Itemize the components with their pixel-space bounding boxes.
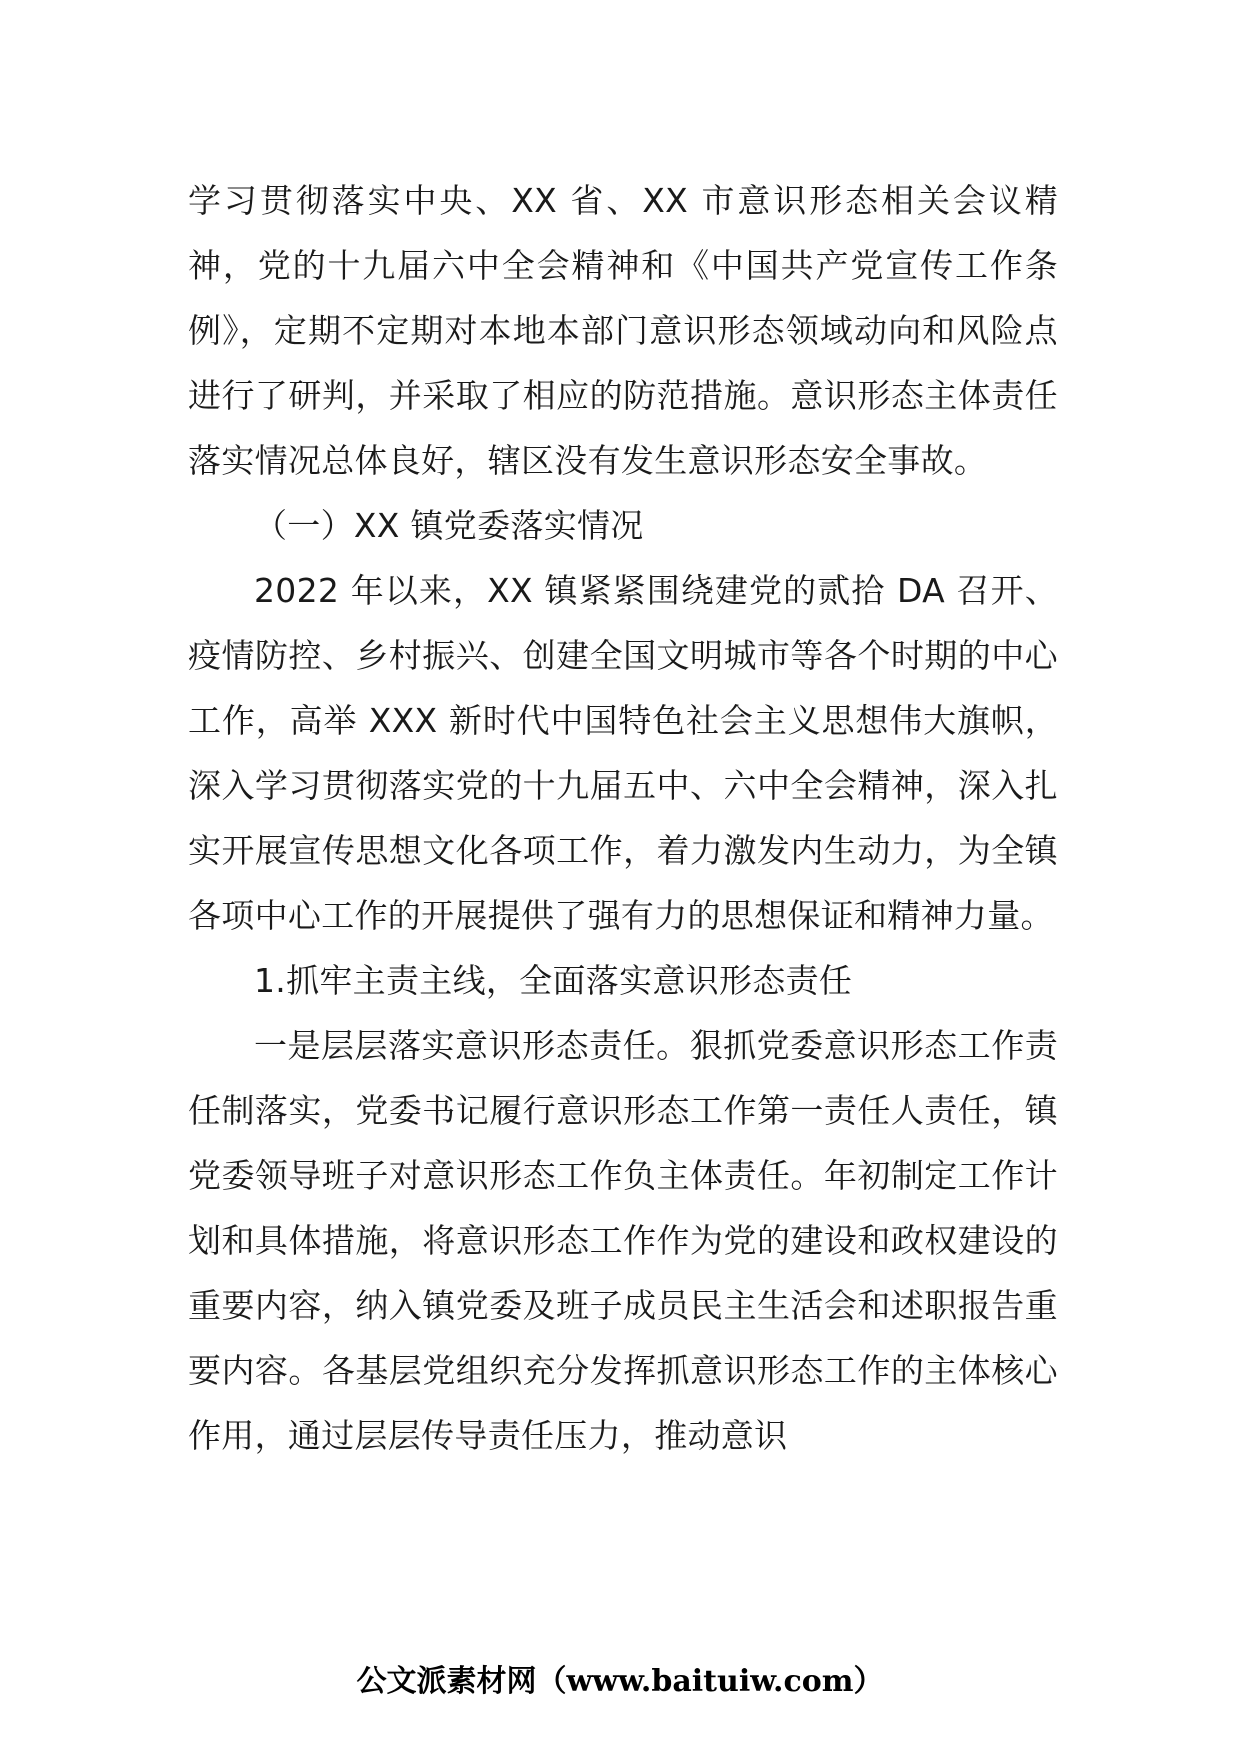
paragraph-overview: 2022 年以来，XX 镇紧紧围绕建党的贰拾 DA 召开、疫情防控、乡村振兴、创建全国文明城市等各个时期的中心工作，高举 XXX 新时代中国特色社会主义思想伟大旗帜，深入学习贯彻落实党的十九届五中、六中全会精神，深入扎实开展宣传思想文化各项工作，着力激发内生动力，为全镇各项中心工作的开展提供了强有力的思想保证和精神力量。 [188, 571, 1058, 935]
document-body [188, 168, 1058, 1468]
section-heading: （一）XX 镇党委落实情况 [254, 506, 644, 545]
footer-watermark: 公文派素材网（www.baituiw.com） [356, 1664, 884, 1699]
paragraph-continuation: 学习贯彻落实中央、XX 省、XX 市意识形态相关会议精神，党的十九届六中全会精神和《中国共产党宣传工作条例》，定期不定期对本地本部门意识形态领域动向和风险点进行了研判，并采取了相应的防范措施。意识形态主体责任落实情况总体良好，辖区没有发生意识形态安全事故。 [188, 181, 1058, 480]
paragraph-responsibility: 一是层层落实意识形态责任。狠抓党委意识形态工作责任制落实，党委书记履行意识形态工作第一责任人责任，镇党委领导班子对意识形态工作负主体责任。年初制定工作计划和具体措施，将意识形态工作作为党的建设和政权建设的重要内容，纳入镇党委及班子成员民主生活会和述职报告重要内容。各基层党组织充分发挥抓意识形态工作的主体核心作用，通过层层传导责任压力，推动意识 [188, 1026, 1058, 1455]
subsection-heading: 1.抓牢主责主线，全面落实意识形态责任 [254, 961, 853, 1000]
